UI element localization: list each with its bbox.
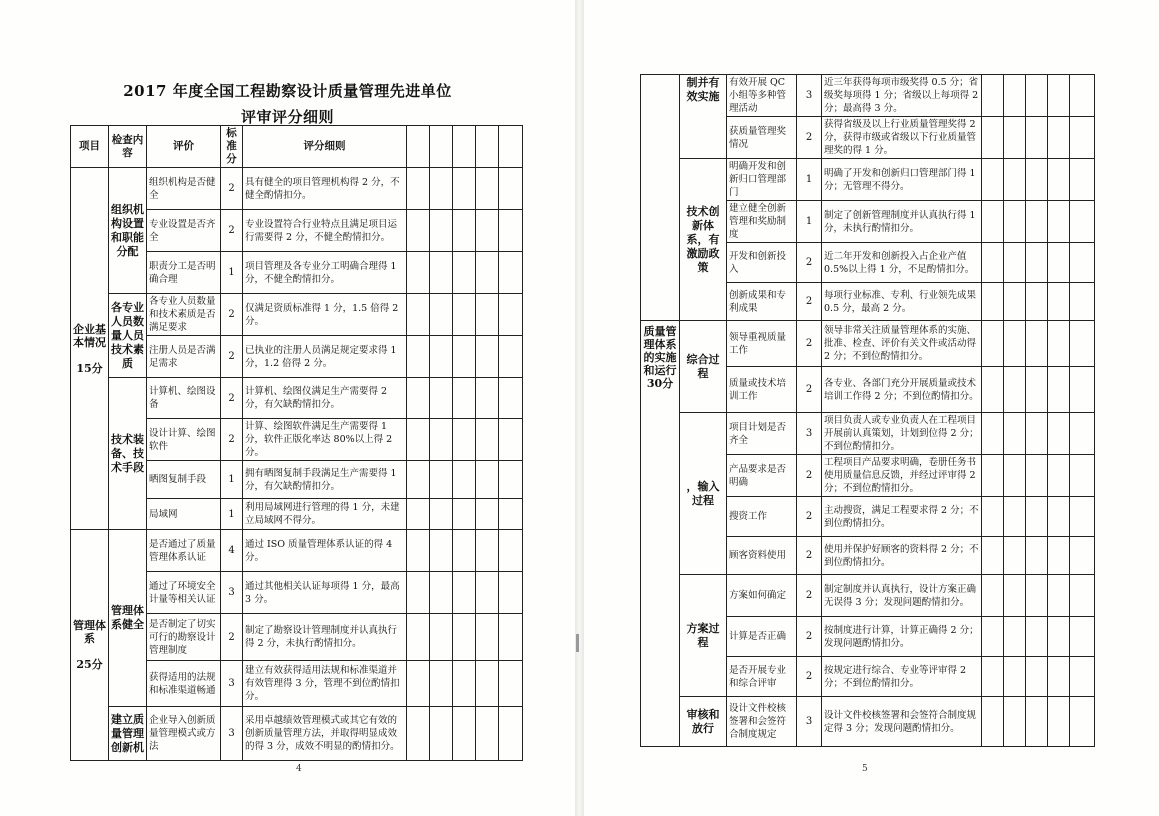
- detail-cell: 利用局域网进行管理的得 1 分，未建立局域网不得分。: [243, 499, 407, 530]
- check-content-cell: 组织机构设置和职能分配: [109, 168, 147, 294]
- evaluation-cell: 顾客资料使用: [727, 537, 797, 575]
- project-label: 企业基本情况 15分: [73, 322, 106, 375]
- evaluation-cell: 通过了环境安全计量等相关认证: [147, 572, 221, 614]
- detail-cell: 项目负责人或专业负责人在工程项目开展前认真策划，计划到位得 2 分；不到位酌情扣分。: [822, 413, 982, 455]
- header-score-detail: 评分细则: [243, 126, 407, 168]
- evaluation-cell: 注册人员是否满足需求: [147, 336, 221, 378]
- scoring-table-right: [640, 74, 1095, 747]
- check-content-cell: 制并有效实施: [680, 75, 727, 159]
- score-cell: 1: [797, 159, 822, 201]
- detail-cell: 设计文件校核签署和会签符合制度规定得 3 分；发现问题酌情扣分。: [822, 697, 982, 747]
- score-cell: 2: [797, 367, 822, 413]
- table-row: [71, 294, 523, 336]
- evaluation-cell: 设计计算、绘图软件: [147, 419, 221, 461]
- project-cell: [641, 321, 680, 747]
- evaluation-cell: 创新成果和专利成果: [727, 283, 797, 321]
- check-content-cell: ，输入过程: [680, 413, 727, 575]
- score-cell: 2: [797, 617, 822, 657]
- detail-cell: 各专业、各部门充分开展质量或技术培训工作得 2 分；不到位酌情扣分。: [822, 367, 982, 413]
- detail-cell: 采用卓越绩效管理模式或其它有效的创新质量管理方法，并取得明显成效的得 3 分，成效不明显的酌情扣分。: [243, 707, 407, 761]
- detail-cell: 计算、绘图软件满足生产需要得 1 分，软件正版化率达 80%以上得 2 分。: [243, 419, 407, 461]
- detail-cell: 建立有效获得适用法规和标准渠道并有效管理得 3 分，管理不到位酌情扣分。: [243, 661, 407, 707]
- evaluation-cell: 产品要求是否明确: [727, 455, 797, 497]
- detail-cell: 领导非常关注质量管理体系的实施、批准、检查、评价有关文件或活动得 2 分；不到位酌情扣分。: [822, 321, 982, 367]
- table-row: [71, 707, 523, 761]
- evaluation-cell: 方案如何确定: [727, 575, 797, 617]
- table-row: [641, 159, 1095, 201]
- score-cell: 2: [797, 575, 822, 617]
- score-cell: 2: [221, 294, 243, 336]
- scoring-table-left: [70, 125, 523, 761]
- project-label: 管理体系 25分: [73, 619, 106, 671]
- evaluation-cell: 计算机、绘图设备: [147, 378, 221, 419]
- evaluation-cell: 建立健全创新管理和奖励制度: [727, 201, 797, 243]
- check-content-cell: 审核和放行: [680, 697, 727, 747]
- score-cell: 1: [221, 461, 243, 499]
- table-row: [71, 530, 523, 572]
- header-standard-score: 标准分: [221, 126, 243, 168]
- detail-cell: 近二年开发和创新投入占企业产值 0.5%以上得 1 分，不足酌情扣分。: [822, 243, 982, 283]
- detail-cell: 近三年获得每项市级奖得 0.5 分；省级奖每项得 1 分；省级以上每项得 2 分；最高得 3 分。: [822, 75, 982, 117]
- detail-cell: 明确了开发和创新归口管理部门得 1 分；无管理不得分。: [822, 159, 982, 201]
- detail-cell: 具有健全的项目管理机构得 2 分，不健全酌情扣分。: [243, 168, 407, 210]
- score-cell: 2: [221, 378, 243, 419]
- detail-cell: 主动搜资，满足工程要求得 2 分；不到位酌情扣分。: [822, 497, 982, 537]
- detail-cell: 按制度进行计算，计算正确得 2 分；发现问题酌情扣分。: [822, 617, 982, 657]
- table-row: [641, 413, 1095, 455]
- score-cell: 2: [221, 210, 243, 252]
- check-content-cell: 综合过程: [680, 321, 727, 413]
- evaluation-cell: 获得适用的法规和标准渠道畅通: [147, 661, 221, 707]
- check-content-cell: 技术装备、技术手段: [109, 378, 147, 530]
- score-cell: 3: [797, 75, 822, 117]
- score-cell: 3: [797, 697, 822, 747]
- check-content-cell: 技术创新体系，有激励政策: [680, 159, 727, 321]
- header-evaluation: 评价: [147, 126, 221, 168]
- table-row: [71, 168, 523, 210]
- score-cell: 2: [221, 168, 243, 210]
- score-cell: 3: [221, 707, 243, 761]
- check-content-cell: 管理体系健全: [109, 530, 147, 707]
- evaluation-cell: 领导重视质量工作: [727, 321, 797, 367]
- document-subtitle: 评审评分细则: [240, 108, 334, 126]
- detail-cell: 项目管理及各专业分工明确合理得 1 分，不健全酌情扣分。: [243, 252, 407, 294]
- detail-cell: 每项行业标准、专利、行业领先成果 0.5 分，最高 2 分。: [822, 283, 982, 321]
- evaluation-cell: 获质量管理奖情况: [727, 117, 797, 159]
- project-label: 质量管理体系的实施和运行 30分: [643, 325, 677, 390]
- detail-cell: 通过 ISO 质量管理体系认证的得 4 分。: [243, 530, 407, 572]
- evaluation-cell: 搜资工作: [727, 497, 797, 537]
- evaluation-cell: 计算是否正确: [727, 617, 797, 657]
- project-cell: [71, 168, 109, 530]
- evaluation-cell: 明确开发和创新归口管理部门: [727, 159, 797, 201]
- score-cell: 2: [797, 455, 822, 497]
- score-cell: 2: [797, 283, 822, 321]
- table-row: [641, 697, 1095, 747]
- score-cell: 2: [221, 419, 243, 461]
- score-cell: 3: [797, 413, 822, 455]
- table-row: [71, 378, 523, 419]
- detail-cell: 仅满足资质标准得 1 分，1.5 倍得 2 分。: [243, 294, 407, 336]
- right-page: [584, 0, 1159, 816]
- evaluation-cell: 专业设置是否齐全: [147, 210, 221, 252]
- table-header-row: [71, 126, 523, 168]
- table-row: [641, 75, 1095, 117]
- table-row: [641, 575, 1095, 617]
- detail-cell: 计算机、绘图仪满足生产需要得 2 分，有欠缺酌情扣分。: [243, 378, 407, 419]
- page-gutter: [575, 0, 584, 816]
- detail-cell: 使用并保护好顾客的资料得 2 分；不到位酌情扣分。: [822, 537, 982, 575]
- check-content-cell: 建立质量管理创新机: [109, 707, 147, 761]
- header-check-content: 检查内容: [109, 126, 147, 168]
- check-content-cell: 各专业人员数量人员技术素质: [109, 294, 147, 378]
- score-cell: 3: [221, 572, 243, 614]
- score-cell: 1: [221, 499, 243, 530]
- score-cell: 2: [221, 614, 243, 661]
- evaluation-cell: 职责分工是否明确合理: [147, 252, 221, 294]
- table-row: [641, 321, 1095, 367]
- evaluation-cell: 项目计划是否齐全: [727, 413, 797, 455]
- detail-cell: 制定了勘察设计管理制度并认真执行得 2 分，未执行酌情扣分。: [243, 614, 407, 661]
- evaluation-cell: 局域网: [147, 499, 221, 530]
- detail-cell: 制定制度并认真执行，设计方案正确无误得 3 分；发现问题酌情扣分。: [822, 575, 982, 617]
- evaluation-cell: 是否通过了质量管理体系认证: [147, 530, 221, 572]
- evaluation-cell: 是否制定了切实可行的勘察设计管理制度: [147, 614, 221, 661]
- evaluation-cell: 有效开展 QC 小组等多种管理活动: [727, 75, 797, 117]
- left-page: [0, 0, 575, 816]
- evaluation-cell: 企业导入创新质量管理模式或方法: [147, 707, 221, 761]
- detail-cell: 工程项目产品要求明确，卷册任务书使用质量信息反馈，并经过评审得 2 分；不到位酌情扣分。: [822, 455, 982, 497]
- evaluation-cell: 开发和创新投入: [727, 243, 797, 283]
- score-cell: 3: [221, 661, 243, 707]
- detail-cell: 获得省级及以上行业质量管理奖得 2 分，获得市级或省级以下行业质量管理奖的得 1 分。: [822, 117, 982, 159]
- detail-cell: 专业设置符合行业特点且满足项目运行需要得 2 分，不健全酌情扣分。: [243, 210, 407, 252]
- evaluation-cell: 是否开展专业和综合评审: [727, 657, 797, 697]
- score-cell: 2: [221, 336, 243, 378]
- score-cell: 2: [797, 117, 822, 159]
- detail-cell: 制定了创新管理制度并认真执行得 1 分，未执行酌情扣分。: [822, 201, 982, 243]
- detail-cell: 拥有晒图复制手段满足生产需要得 1 分，有欠缺酌情扣分。: [243, 461, 407, 499]
- score-cell: 2: [797, 321, 822, 367]
- detail-cell: 已执业的注册人员满足规定要求得 1 分，1.2 倍得 2 分。: [243, 336, 407, 378]
- score-cell: 2: [797, 537, 822, 575]
- score-cell: 1: [221, 252, 243, 294]
- evaluation-cell: 设计文件校核签署和会签符合制度规定: [727, 697, 797, 747]
- score-cell: 2: [797, 243, 822, 283]
- evaluation-cell: 晒图复制手段: [147, 461, 221, 499]
- binding-mark: [576, 634, 579, 652]
- score-cell: 2: [797, 497, 822, 537]
- project-cell: [71, 530, 109, 761]
- score-cell: 2: [797, 657, 822, 697]
- header-project: 项目: [71, 126, 109, 168]
- evaluation-cell: 质量或技术培训工作: [727, 367, 797, 413]
- evaluation-cell: 组织机构是否健全: [147, 168, 221, 210]
- page-number: 5: [862, 764, 868, 774]
- check-content-cell: 方案过程: [680, 575, 727, 697]
- project-cell-continued: [641, 75, 680, 321]
- evaluation-cell: 各专业人员数量和技术素质是否满足要求: [147, 294, 221, 336]
- score-cell: 4: [221, 530, 243, 572]
- page-number: 4: [296, 764, 302, 774]
- detail-cell: 按规定进行综合、专业等评审得 2 分；不到位酌情扣分。: [822, 657, 982, 697]
- detail-cell: 通过其他相关认证每项得 1 分，最高 3 分。: [243, 572, 407, 614]
- score-cell: 1: [797, 201, 822, 243]
- document-title: 2017 年度全国工程勘察设计质量管理先进单位: [123, 82, 452, 100]
